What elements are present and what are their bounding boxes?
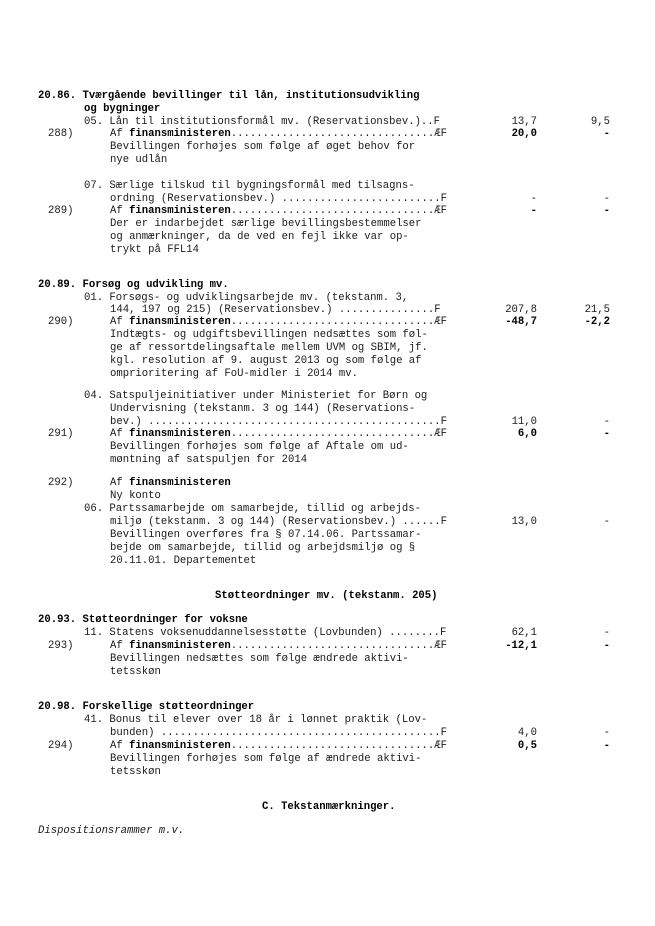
value-col-1: 6,0: [517, 428, 537, 440]
amendment-author: finansministeren: [129, 428, 231, 440]
section-heading: C. Tekstanmærkninger.: [262, 801, 396, 813]
value-col-1: 11,0: [511, 416, 537, 428]
value-col-2: -: [603, 740, 610, 752]
value-col-1: 4,0: [517, 727, 537, 739]
value-col-2: -: [603, 205, 610, 217]
value-col-2: -: [603, 428, 610, 440]
amendment-author: finansministeren: [129, 316, 231, 328]
amendment-author: finansministeren: [129, 640, 231, 652]
amendment-number: 289): [48, 205, 74, 217]
value-col-2: -: [603, 640, 610, 652]
text-line: bejde om samarbejde, tillid og arbejdsmiljø og §: [110, 542, 416, 554]
text-line: ge af ressortdelingsaftale mellem UVM og SBIM, jf.: [110, 342, 428, 354]
value-col-1: 0,5: [517, 740, 537, 752]
value-col-2: -: [603, 627, 610, 639]
text-line: Bevillingen forhøjes som følge af ændrede aktivi-: [110, 753, 422, 765]
text-line: Bevillingen forhøjes som følge af øget behov for: [110, 141, 416, 153]
value-col-2: -: [603, 516, 610, 528]
value-col-1: 20,0: [511, 128, 537, 140]
text-line: Dispositionsrammer m.v.: [38, 825, 185, 837]
text-line: nye udlån: [110, 154, 168, 166]
text-line: Bevillingen forhøjes som følge af Aftale om ud-: [110, 441, 409, 453]
amendment-number: 288): [48, 128, 74, 140]
text-line: bunden) ............................................F: [110, 727, 447, 739]
text-line: ordning (Reservationsbev.) .........................F: [110, 193, 447, 205]
value-col-1: 13,0: [511, 516, 537, 528]
text-line: 01. Forsøgs- og udviklingsarbejde mv. (tekstanm. 3,: [84, 292, 409, 304]
value-col-2: -: [603, 128, 610, 140]
text-line: 41. Bonus til elever over 18 år i lønnet praktik (Lov-: [84, 714, 428, 726]
value-col-2: 21,5: [584, 304, 610, 316]
section-heading: 20.98. Forskellige støtteordninger: [38, 701, 255, 713]
text-line: 20.11.01. Departementet: [110, 555, 257, 567]
text-line: Af finansministeren................................ÆF: [110, 640, 447, 652]
section-heading: Støtteordninger mv. (tekstanm. 205): [215, 590, 438, 602]
text-line: Bevillingen nedsættes som følge ændrede aktivi-: [110, 653, 409, 665]
value-col-2: -2,2: [584, 316, 610, 328]
text-line: Af finansministeren................................ÆF: [110, 428, 447, 440]
value-col-1: 62,1: [511, 627, 537, 639]
amendment-author: finansministeren: [129, 477, 231, 489]
text-line: 06. Partssamarbejde om samarbejde, tillid og arbejds-: [84, 503, 421, 515]
value-col-2: 9,5: [590, 116, 610, 128]
value-col-1: 13,7: [511, 116, 537, 128]
text-line: Af finansministeren................................ÆF: [110, 205, 447, 217]
section-heading: 20.86. Tværgående bevillinger til lån, institutionsudvikling: [38, 90, 420, 102]
amendment-number: 294): [48, 740, 74, 752]
text-line: og anmærkninger, da de ved en fejl ikke var op-: [110, 231, 409, 243]
text-line: Der er indarbejdet særlige bevillingsbestemmelser: [110, 218, 422, 230]
text-line: 144, 197 og 215) (Reservationsbev.) ...............F: [110, 304, 441, 316]
value-col-1: -48,7: [505, 316, 537, 328]
amendment-author: finansministeren: [129, 740, 231, 752]
section-heading: 20.89. Forsøg og udvikling mv.: [38, 279, 229, 291]
text-line: 04. Satspuljeinitiativer under Ministeriet for Børn og: [84, 390, 428, 402]
text-line: Af finansministeren................................ÆF: [110, 316, 447, 328]
amendment-number: 292): [48, 477, 74, 489]
text-line: Ny konto: [110, 490, 161, 502]
text-line: 05. Lån til institutionsformål mv. (Reservationsbev.)..F: [84, 116, 441, 128]
value-col-2: -: [603, 727, 610, 739]
value-col-1: -: [530, 193, 537, 205]
text-line: Undervisning (tekstanm. 3 og 144) (Reservations-: [110, 403, 416, 415]
section-heading: 20.93. Støtteordninger for voksne: [38, 614, 248, 626]
amendment-number: 291): [48, 428, 74, 440]
section-heading: og bygninger: [84, 103, 161, 115]
amendment-number: 293): [48, 640, 74, 652]
value-col-1: -12,1: [505, 640, 537, 652]
text-line: 07. Særlige tilskud til bygningsformål med tilsagns-: [84, 180, 415, 192]
text-line: Indtægts- og udgiftsbevillingen nedsættes som føl-: [110, 329, 428, 341]
value-col-1: -: [530, 205, 537, 217]
amendment-author: finansministeren: [129, 205, 231, 217]
text-line: omprioritering af FoU-midler i 2014 mv.: [110, 368, 358, 380]
text-line: Af finansministeren................................ÆF: [110, 128, 447, 140]
amendment-author: finansministeren: [129, 128, 231, 140]
text-line: Af finansministeren: [110, 477, 231, 489]
value-col-2: -: [603, 193, 610, 205]
text-line: Af finansministeren................................ÆF: [110, 740, 447, 752]
text-line: trykt på FFL14: [110, 244, 200, 256]
text-line: møntning af satspuljen for 2014: [110, 454, 308, 466]
text-line: tetsskøn: [110, 666, 161, 678]
text-line: 11. Statens voksenuddannelsesstøtte (Lovbunden) ........F: [84, 627, 447, 639]
value-col-1: 207,8: [505, 304, 537, 316]
value-col-2: -: [603, 416, 610, 428]
text-line: miljø (tekstanm. 3 og 144) (Reservationsbev.) ......F: [110, 516, 447, 528]
text-line: bev.) ..............................................F: [110, 416, 447, 428]
text-line: tetsskøn: [110, 766, 161, 778]
text-line: kgl. resolution af 9. august 2013 og som følge af: [110, 355, 422, 367]
text-line: Bevillingen overføres fra § 07.14.06. Partssamar-: [110, 529, 422, 541]
amendment-number: 290): [48, 316, 74, 328]
